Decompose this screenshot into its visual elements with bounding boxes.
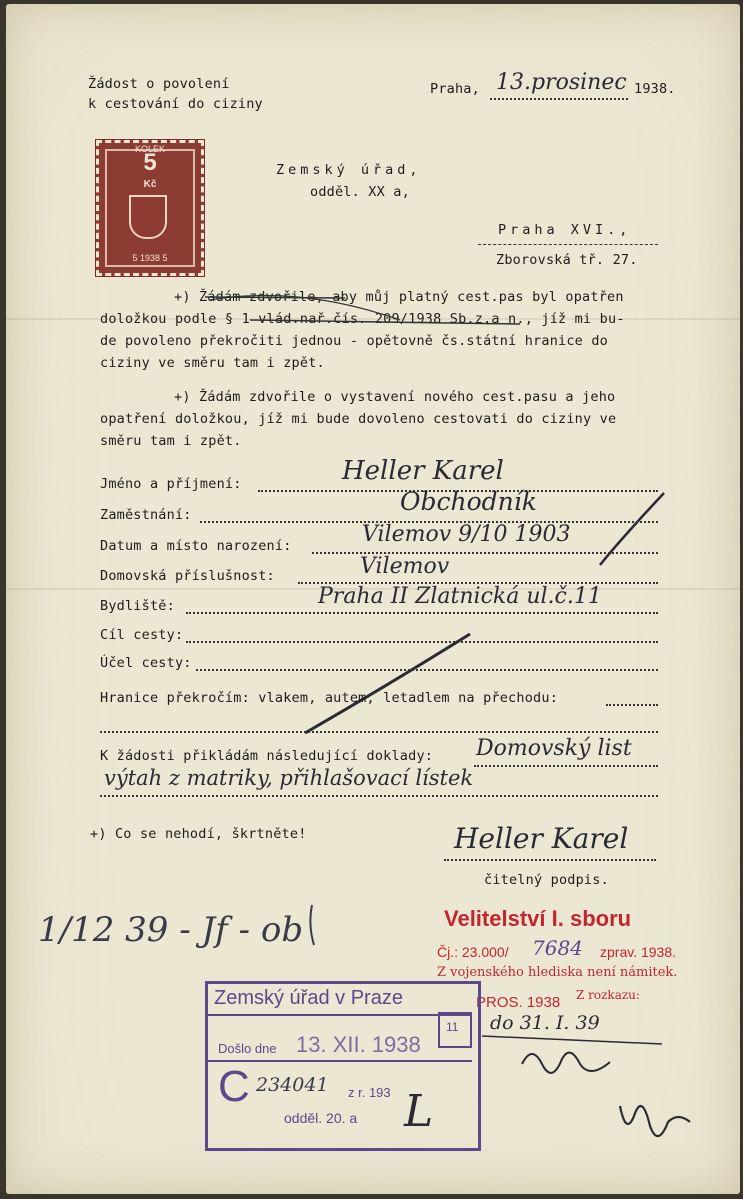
field-label-purpose: Účel cesty:: [100, 655, 192, 671]
border-crossing-line: Hranice překročím: vlakem, autem, letadlem na přechodu:: [100, 690, 559, 706]
addressee-street: Zborovská tř. 27.: [496, 252, 638, 268]
military-stamp-on-behalf: Z rozkazu:: [576, 988, 640, 1002]
military-stamp-ref-number: 7684: [532, 936, 583, 960]
paragraph1-line2: doložkou podle § 1 vlád.nař.čís. 209/1938 Sb.z.a n., jíž mi bu-: [100, 311, 625, 327]
office-stamp-handwritten-mark: L: [404, 1086, 434, 1137]
attachments-value-2: výtah z matriky, přihlašovací lístek: [104, 766, 474, 790]
office-stamp-dept: odděl. 20. a: [284, 1110, 358, 1126]
military-stamp-validity: do 31. I. 39: [490, 1012, 600, 1034]
city-label: Praha,: [430, 81, 480, 97]
paragraph2-line1: +) Žádám zdvořile o vystavení nového cest.pasu a jeho: [174, 389, 616, 405]
paragraph1-line3: de povoleno překročiti jednou - opětovně čs.státní hranice do: [100, 333, 608, 349]
paragraph2-line2: opatření doložkou, jíž mi bude dovoleno cestovati do ciziny ve: [100, 411, 617, 427]
office-stamp-received-label: Došlo dne: [218, 1041, 277, 1056]
paragraph1-line4: ciziny ve směru tam i zpět.: [100, 355, 325, 371]
tax-stamp-top: KOLEK: [134, 144, 165, 154]
field-value-birth: Vilemov 9/10 1903: [362, 522, 571, 547]
military-stamp-ref-prefix: Čj.: 23.000/: [437, 944, 509, 960]
field-value-domicile: Vilemov: [360, 554, 450, 579]
tax-stamp-bottom: 5 1938 5: [132, 253, 168, 263]
field-label-destination: Cíl cesty:: [100, 627, 184, 643]
field-label-name: Jméno a příjmení:: [100, 476, 242, 492]
attachments-value-1: Domovský list: [476, 736, 632, 761]
addressee-department: odděl. XX a,: [310, 184, 410, 200]
addressee-office: Zemský úřad,: [276, 162, 422, 178]
tax-stamp-value: 5: [143, 149, 157, 176]
field-value-residence: Praha II Zlatnická ul.č.11: [318, 584, 602, 609]
office-stamp-box-number: 11: [446, 1020, 459, 1034]
footnote: +) Co se nehodí, škrtněte!: [90, 826, 307, 842]
paragraph2-line3: směru tam i zpět.: [100, 433, 242, 449]
military-stamp-no-objection: Z vojenského hlediska není námitek.: [437, 965, 678, 980]
field-value-occupation: Obchodník: [400, 487, 537, 516]
signature: Heller Karel: [454, 822, 629, 855]
office-stamp-title: Zemský úřad v Praze: [214, 987, 403, 1009]
attachments-label: K žádosti přikládám následující doklady:: [100, 748, 434, 764]
office-stamp-year-label: z r. 193: [348, 1085, 391, 1100]
military-stamp-title: Velitelství I. sboru: [444, 906, 632, 931]
tax-stamp-currency: Kč: [143, 179, 157, 190]
subject-line-2: k cestování do ciziny: [88, 96, 263, 112]
military-stamp-ref-suffix: zprav. 1938.: [600, 944, 677, 960]
handwritten-date: 13.prosinec: [496, 70, 627, 95]
field-value-name: Heller Karel: [342, 456, 504, 486]
signature-caption: čitelný podpis.: [484, 872, 609, 888]
office-stamp-number: 234041: [256, 1074, 329, 1096]
office-stamp-received-date: 13. XII. 1938: [296, 1032, 421, 1057]
field-label-domicile: Domovská příslušnost:: [100, 568, 275, 584]
military-stamp-date: PROS. 1938: [476, 994, 561, 1011]
addressee-city: Praha XVI.,: [498, 222, 632, 238]
subject-line-1: Žádost o povolení: [88, 76, 230, 92]
field-label-birth: Datum a místo narození:: [100, 538, 292, 554]
handwritten-note: 1/12 39 - Jf - ob: [38, 910, 304, 950]
field-label-residence: Bydliště:: [100, 598, 175, 614]
field-label-occupation: Zaměstnání:: [100, 507, 192, 523]
year-label: 1938.: [634, 81, 676, 97]
office-stamp-letter: C: [218, 1062, 250, 1111]
paragraph1-line1: +) Žádám zdvořile, aby můj platný cest.pas byl opatřen: [174, 289, 624, 305]
